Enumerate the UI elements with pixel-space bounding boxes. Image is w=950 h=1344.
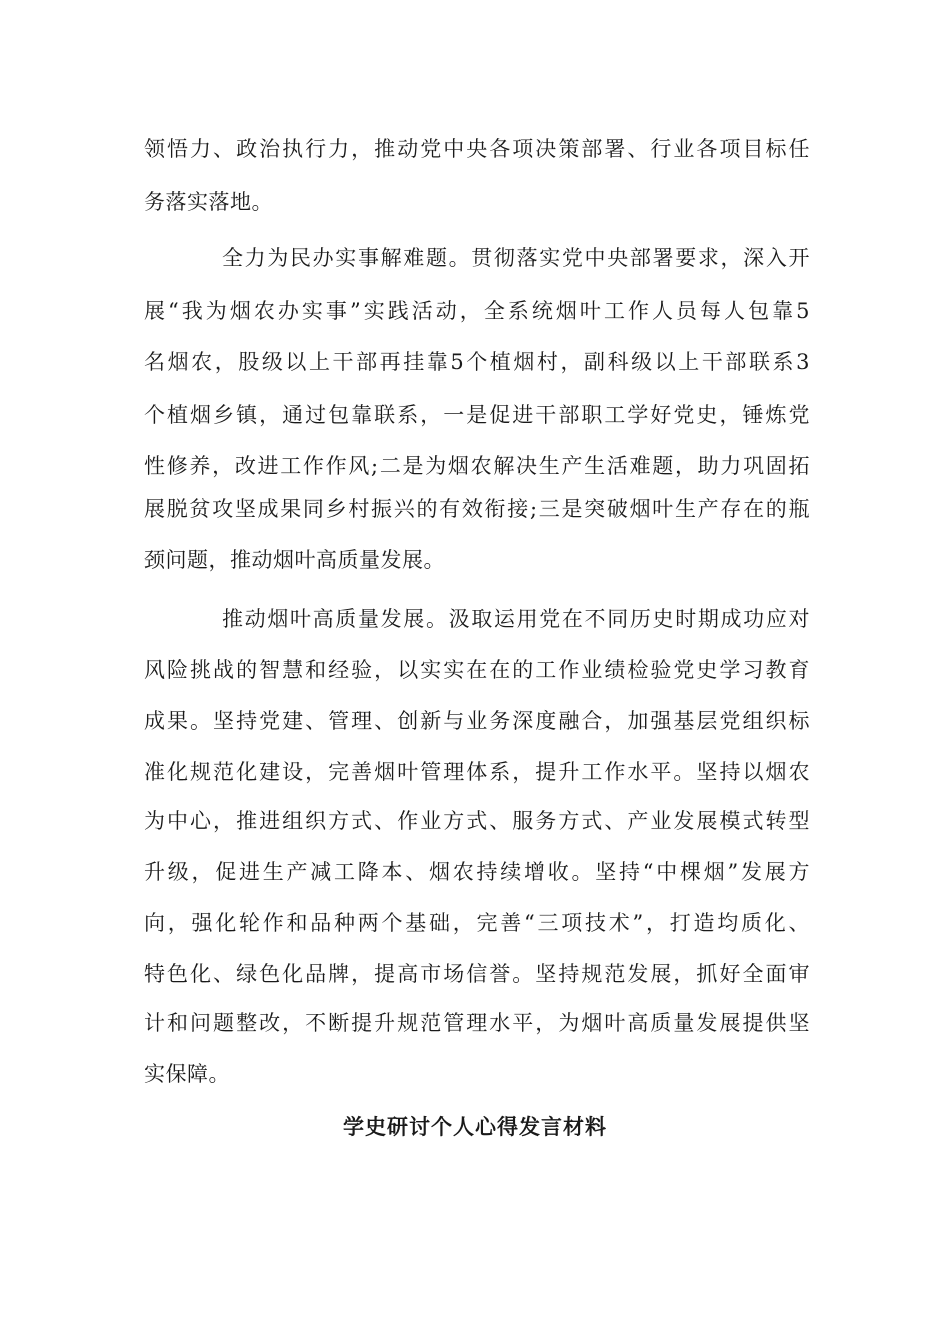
paragraph-2-line-6: 展脱贫攻坚成果同乡村振兴的有效衔接;三是突破烟叶生产存在的瓶 bbox=[144, 497, 810, 521]
paragraph-3-line-4: 准化规范化建设，完善烟叶管理体系，提升工作水平。坚持以烟农 bbox=[144, 760, 810, 784]
paragraph-1-line-2: 务落实落地。 bbox=[144, 190, 273, 214]
section-heading: 学史研讨个人心得发言材料 bbox=[343, 1114, 607, 1139]
paragraph-2-line-5: 性修养，改进工作作风;二是为烟农解决生产生活难题，助力巩固拓 bbox=[144, 454, 810, 478]
paragraph-3-line-3: 成果。坚持党建、管理、创新与业务深度融合，加强基层党组织标 bbox=[144, 709, 810, 733]
paragraph-3-line-8: 特色化、绿色化品牌，提高市场信誉。坚持规范发展，抓好全面审 bbox=[144, 962, 810, 986]
paragraph-2-line-4: 个植烟乡镇，通过包靠联系，一是促进干部职工学好党史，锤炼党 bbox=[144, 403, 810, 427]
paragraph-3-line-1: 推动烟叶高质量发展。汲取运用党在不同历史时期成功应对 bbox=[222, 607, 810, 631]
paragraph-2-line-2: 展“我为烟农办实事”实践活动，全系统烟叶工作人员每人包靠5 bbox=[144, 299, 810, 323]
paragraph-2-line-1: 全力为民办实事解难题。贯彻落实党中央部署要求，深入开 bbox=[222, 246, 810, 270]
paragraph-3-line-2: 风险挑战的智慧和经验，以实实在在的工作业绩检验党史学习教育 bbox=[144, 658, 810, 682]
paragraph-3-line-6: 升级，促进生产减工降本、烟农持续增收。坚持“中棵烟”发展方 bbox=[144, 860, 810, 884]
paragraph-3-line-10: 实保障。 bbox=[144, 1062, 230, 1086]
paragraph-1-line-1: 领悟力、政治执行力，推动党中央各项决策部署、行业各项目标任 bbox=[144, 137, 810, 161]
paragraph-3-line-7: 向，强化轮作和品种两个基础，完善“三项技术”，打造均质化、 bbox=[144, 911, 810, 935]
paragraph-2-line-3: 名烟农，股级以上干部再挂靠5个植烟村，副科级以上干部联系3 bbox=[144, 350, 810, 374]
paragraph-2-line-7: 颈问题，推动烟叶高质量发展。 bbox=[144, 548, 445, 572]
paragraph-3-line-9: 计和问题整改，不断提升规范管理水平，为烟叶高质量发展提供坚 bbox=[144, 1011, 810, 1035]
paragraph-3-line-5: 为中心，推进组织方式、作业方式、服务方式、产业发展模式转型 bbox=[144, 809, 810, 833]
